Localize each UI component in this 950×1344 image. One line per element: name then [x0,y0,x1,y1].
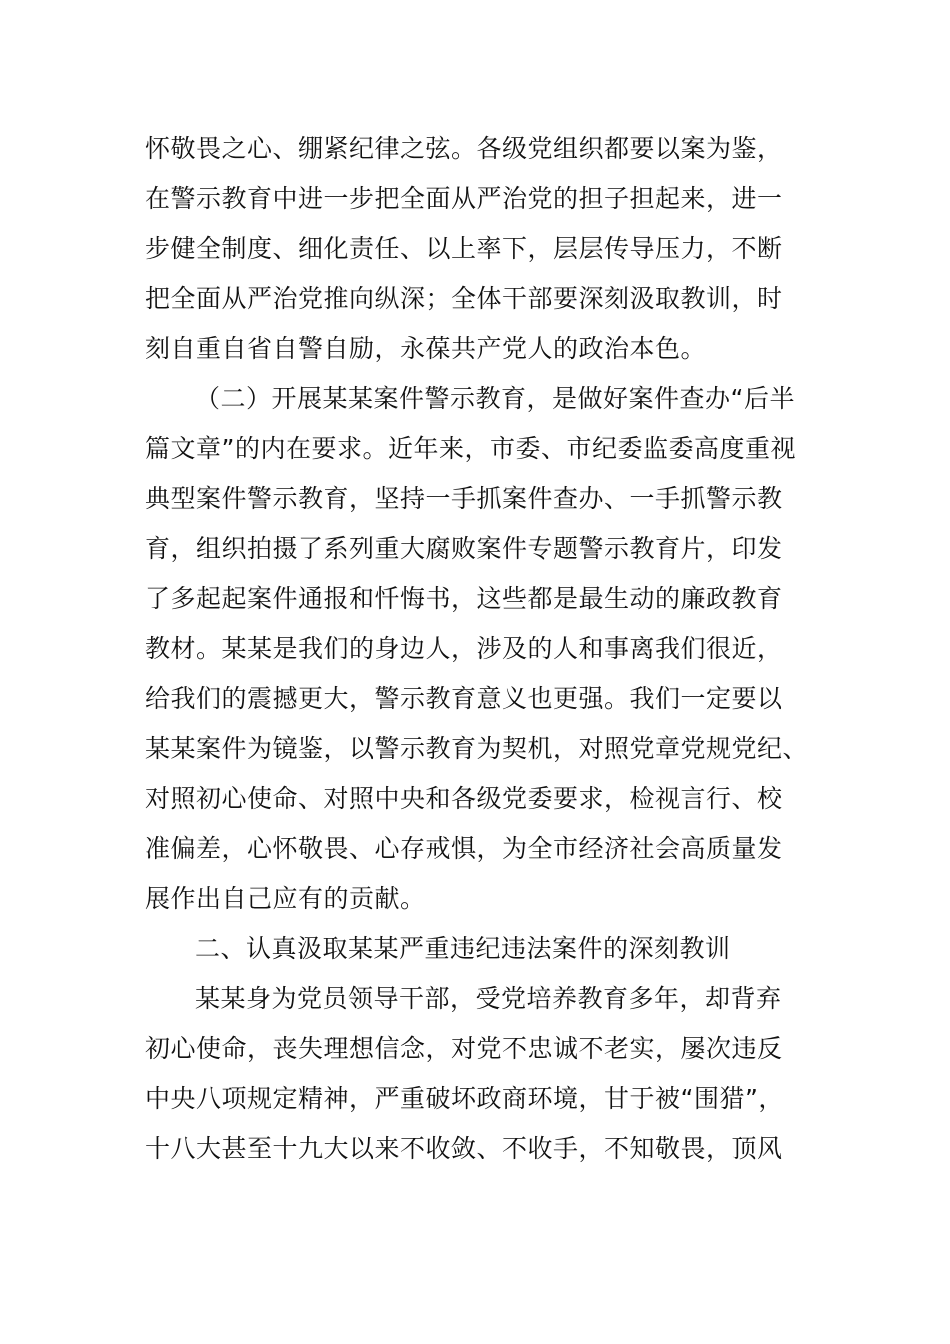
text-line: 准偏差，心怀敬畏、心存戒惧，为全市经济社会高质量发 [145,834,783,863]
text-line: 展作出自己应有的贡献。 [145,884,426,913]
text-line: 了多起起案件通报和忏悔书，这些都是最生动的廉政教育 [145,584,783,613]
text-line: 某某身为党员领导干部，受党培养教育多年，却背弃 [195,984,782,1013]
section-heading: 二、认真汲取某某严重违纪违法案件的深刻教训 [195,934,731,963]
text-line: 对照初心使命、对照中央和各级党委要求，检视言行、校 [145,784,783,813]
text-line: 典型案件警示教育，坚持一手抓案件查办、一手抓警示教 [145,484,783,513]
text-line: 教材。某某是我们的身边人，涉及的人和事离我们很近， [145,634,783,663]
text-line: 十八大甚至十九大以来不收敛、不收手，不知敬畏，顶风 [145,1134,783,1163]
text-line: 刻自重自省自警自励，永葆共产党人的政治本色。 [145,334,707,363]
text-line: 给我们的震撼更大，警示教育意义也更强。我们一定要以 [145,684,783,713]
text-line: 初心使命，丧失理想信念，对党不忠诚不老实，屡次违反 [145,1034,783,1063]
text-line: 某某案件为镜鉴，以警示教育为契机，对照党章党规党纪、 [145,734,809,763]
text-line: 步健全制度、细化责任、以上率下，层层传导压力，不断 [145,234,783,263]
text-line: 中央八项规定精神，严重破坏政商环境，甘于被“围猎”， [145,1084,784,1113]
text-line: 育，组织拍摄了系列重大腐败案件专题警示教育片，印发 [145,534,783,563]
text-line: 在警示教育中进一步把全面从严治党的担子担起来，进一 [145,184,783,213]
text-line: 怀敬畏之心、绷紧纪律之弦。各级党组织都要以案为鉴， [145,134,783,163]
text-line: 把全面从严治党推向纵深；全体干部要深刻汲取教训，时 [145,284,783,313]
text-line: （二）开展某某案件警示教育，是做好案件查办“后半 [195,384,795,413]
text-line: 篇文章”的内在要求。近年来，市委、市纪委监委高度重视 [145,434,796,463]
